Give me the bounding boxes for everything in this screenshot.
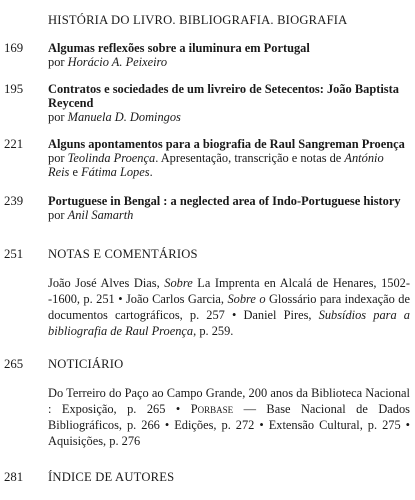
page-number: 251 xyxy=(4,247,24,261)
by-label: por xyxy=(48,110,65,124)
page-number: 265 xyxy=(4,357,24,371)
sobre-label: Sobre xyxy=(164,276,193,290)
section-heading-indice[interactable]: ÍNDICE DE AUTORES xyxy=(48,470,175,484)
bullet: • xyxy=(175,402,181,416)
bullet: • xyxy=(164,418,170,432)
byline xyxy=(48,151,408,179)
work-title: Subsídios para a bibliografia de Raul Proença xyxy=(48,308,410,338)
author-name: Anil Samarth xyxy=(67,208,134,222)
section-heading-notas[interactable]: NOTAS E COMENTÁRIOS xyxy=(48,247,198,261)
noticiario-paragraph xyxy=(48,385,410,449)
toc-entry[interactable] xyxy=(48,137,408,179)
editor-name: Fátima Lopes xyxy=(81,165,150,179)
byline xyxy=(48,208,408,222)
toc-entry[interactable] xyxy=(48,41,408,69)
news-item: Extensão Cultural, p. 275 xyxy=(268,418,401,432)
toc-entry[interactable] xyxy=(48,194,408,222)
porbase-label: Porbase xyxy=(190,402,234,416)
byline xyxy=(48,110,408,124)
bullet: • xyxy=(118,292,123,306)
page-ref: , p. 259. xyxy=(193,324,234,338)
page-number: 239 xyxy=(4,194,24,208)
news-item: Aquisições, p. 276 xyxy=(48,434,141,448)
news-item: — Base Nacional de Dados Bibliográficos, p. 266 xyxy=(48,402,410,432)
period: . xyxy=(149,165,153,179)
author-name: Daniel Pires, xyxy=(243,308,312,322)
article-title: Portuguese in Bengal : a neglected area of Indo-Portuguese history xyxy=(48,194,401,208)
author-name: João José Alves Dias, xyxy=(48,276,160,290)
work-title: Glossário para indexação de documentos cartográficos, p. 257 xyxy=(48,292,410,322)
bullet: • xyxy=(232,308,237,322)
news-item: Do Terreiro do Paço ao Campo Grande, 200 anos da Biblioteca Nacional : Exposição, p. 265 xyxy=(48,386,410,416)
editor-name: António Reis xyxy=(48,151,384,179)
by-label: por xyxy=(48,55,65,69)
notas-paragraph xyxy=(48,275,410,339)
author-name: Horácio A. Peixeiro xyxy=(67,55,168,69)
author-name: Manuela D. Domingos xyxy=(67,110,181,124)
page-number: 281 xyxy=(4,470,24,484)
author-name: João Carlos Garcia, xyxy=(125,292,225,306)
work-title: La Imprenta en Alcalá de Henares, 1502--1600, p. 251 xyxy=(48,276,410,306)
toc-entry[interactable] xyxy=(48,82,408,124)
by-label: por xyxy=(48,151,65,165)
article-title: Alguns apontamentos para a biografia de Raul Sangreman Proença xyxy=(48,137,405,151)
news-item: Edições, p. 272 xyxy=(174,418,255,432)
section-heading-noticiario[interactable]: NOTICIÁRIO xyxy=(48,357,124,371)
article-title: Algumas reflexões sobre a iluminura em Portugal xyxy=(48,41,310,55)
byline xyxy=(48,55,408,69)
sobre-label: Sobre o xyxy=(227,292,266,306)
by-label: por xyxy=(48,208,65,222)
author-name: Teolinda Proença xyxy=(67,151,156,165)
conjunction: e xyxy=(72,165,78,179)
page-number: 195 xyxy=(4,82,24,96)
editorial-note: . Apresentação, transcrição e notas de xyxy=(155,151,342,165)
bullet: • xyxy=(405,418,411,432)
article-title: Contratos e sociedades de um livreiro de Setecentos: João Baptista Reycend xyxy=(48,82,399,110)
bullet: • xyxy=(259,418,264,432)
section-heading-historia: HISTÓRIA DO LIVRO. BIBLIOGRAFIA. BIOGRAFIA xyxy=(48,13,348,27)
page-number: 221 xyxy=(4,137,24,151)
page-number: 169 xyxy=(4,41,24,55)
